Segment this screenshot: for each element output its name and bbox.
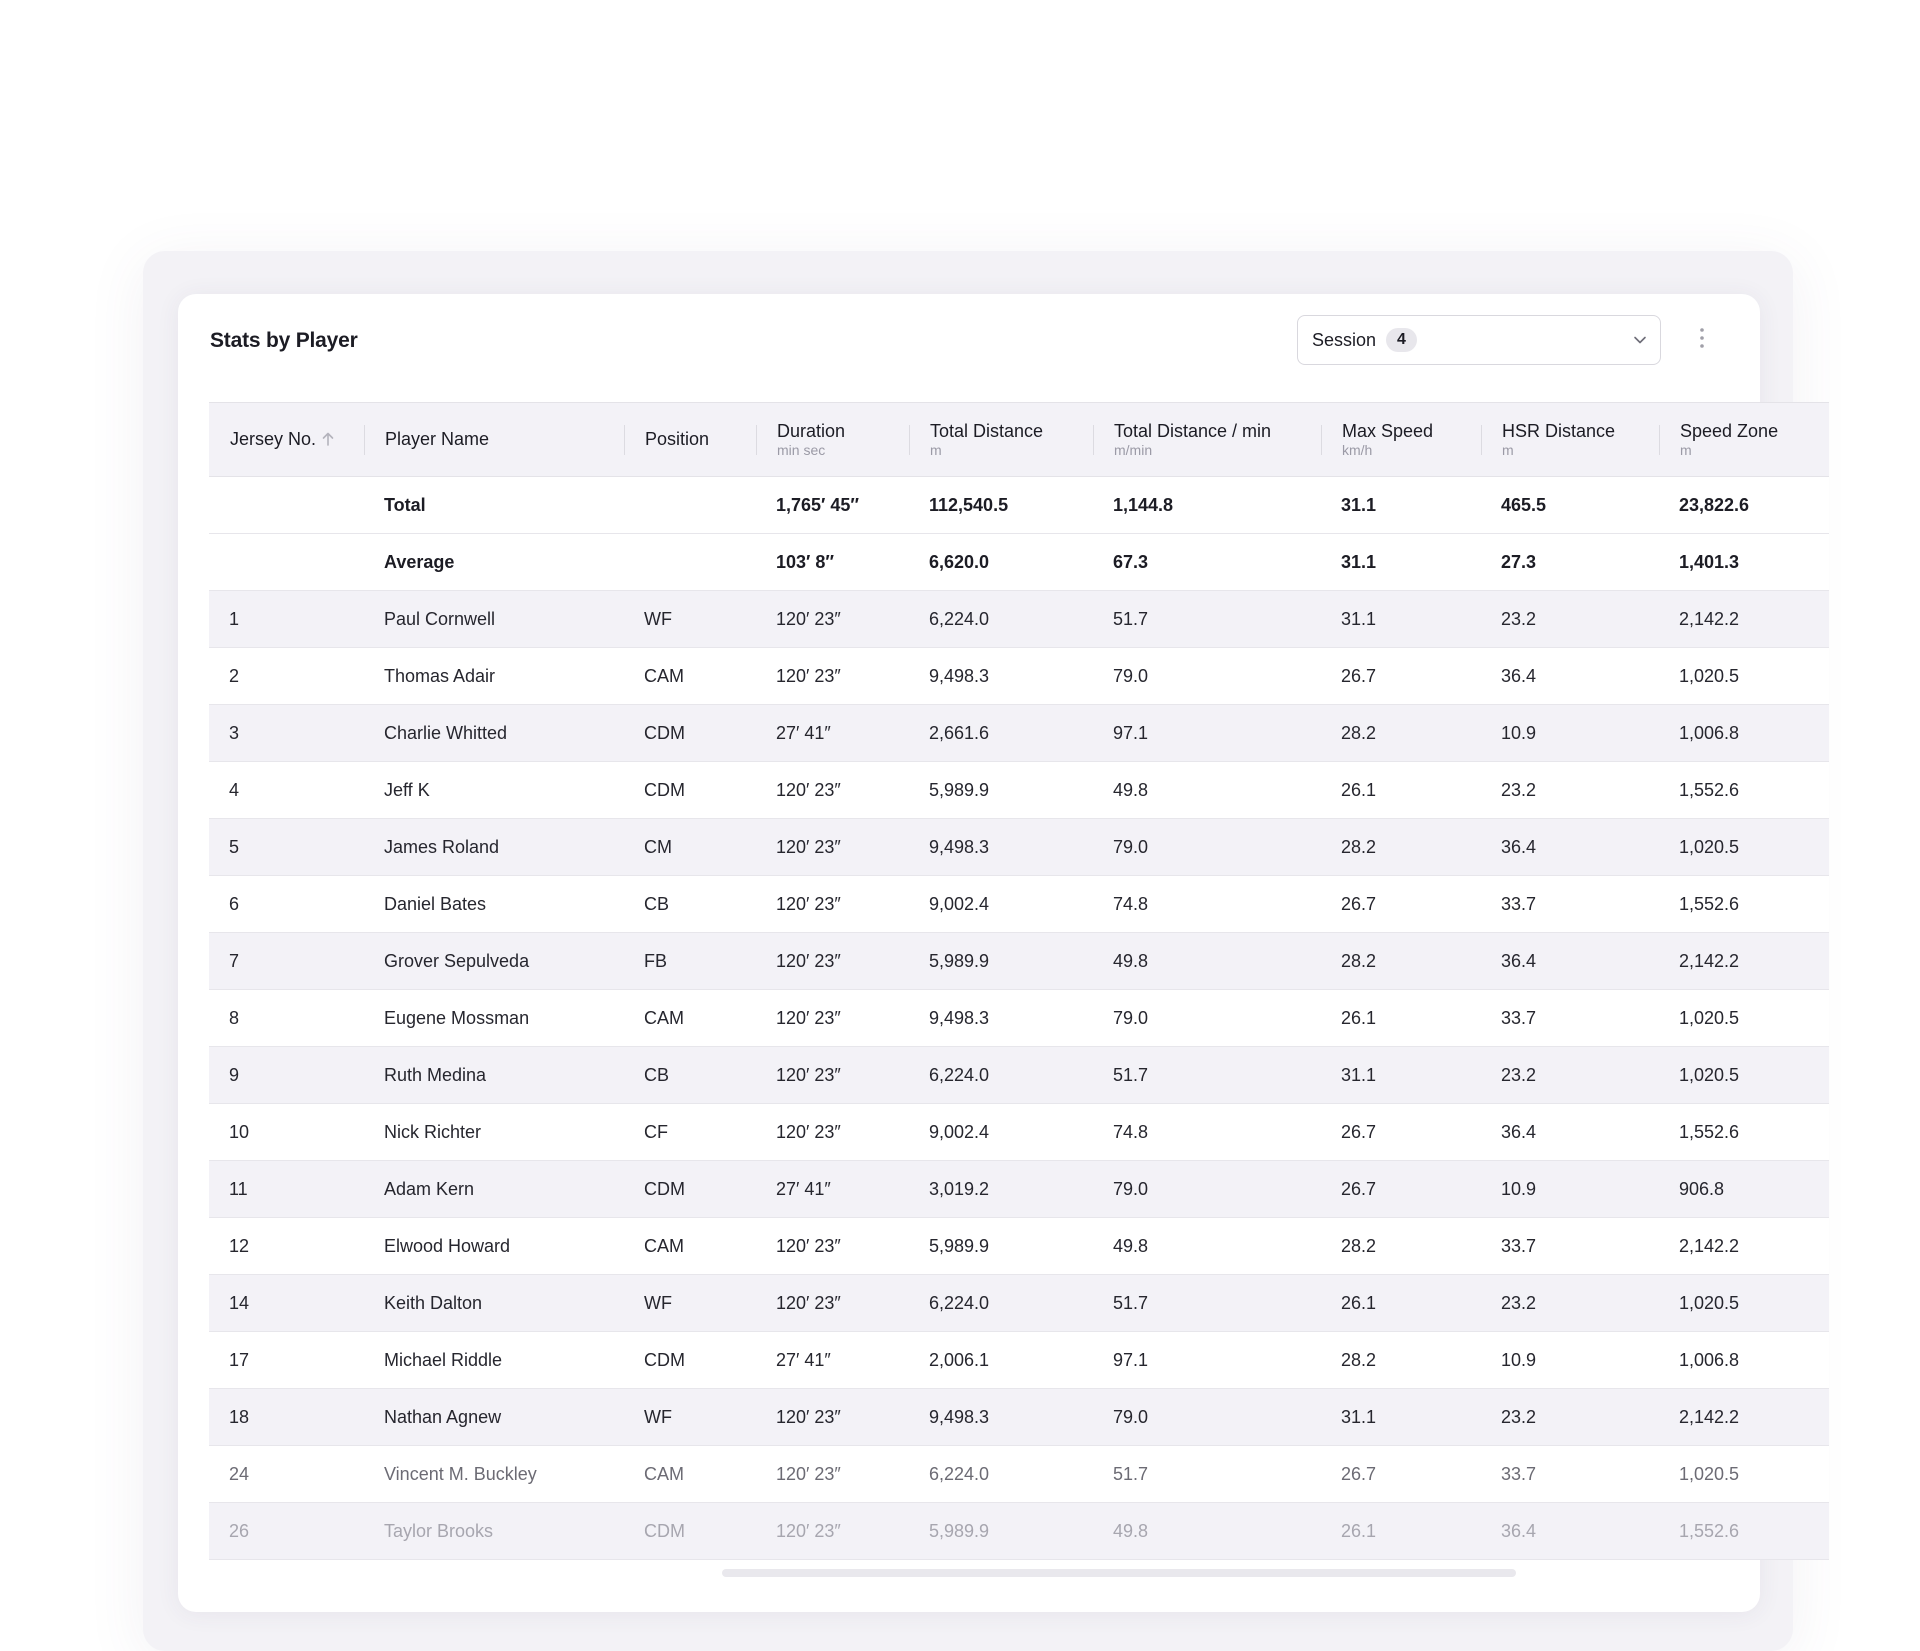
session-count-badge: 4 (1386, 328, 1417, 352)
cell-total-distance: 5,989.9 (909, 1218, 1093, 1275)
table-row[interactable] (209, 591, 1829, 648)
cell-player-name: Total (364, 477, 624, 534)
cell-total-distance-per-min: 79.0 (1093, 819, 1321, 876)
cell-hsr-distance: 23.2 (1481, 1275, 1659, 1332)
cell-position: CAM (624, 1218, 756, 1275)
cell-total-distance-per-min: 79.0 (1093, 1161, 1321, 1218)
cell-total-distance-per-min: 51.7 (1093, 1446, 1321, 1503)
table-row[interactable] (209, 1389, 1829, 1446)
cell-duration: 120′ 23″ (756, 1446, 909, 1503)
horizontal-scrollbar[interactable] (722, 1569, 1516, 1577)
card-title: Stats by Player (210, 329, 358, 352)
cell-player-name: James Roland (364, 819, 624, 876)
cell-speed-zone: 2,142.2 (1659, 1389, 1829, 1446)
cell-jersey-no: 17 (209, 1332, 364, 1389)
column-unit: m (1680, 441, 1692, 458)
column-header-text: Position (645, 429, 710, 449)
cell-position: FB (624, 933, 756, 990)
column-divider (1093, 425, 1094, 455)
cell-max-speed: 26.7 (1321, 876, 1481, 933)
table-row[interactable] (209, 1104, 1829, 1161)
cell-hsr-distance: 36.4 (1481, 819, 1659, 876)
cell-speed-zone: 1,020.5 (1659, 1047, 1829, 1104)
cell-total-distance-per-min: 79.0 (1093, 990, 1321, 1047)
column-header-hsr-distance[interactable] (1481, 403, 1659, 477)
session-select[interactable] (1297, 315, 1661, 365)
column-header-label (777, 421, 909, 442)
column-header-text: HSR Distance (1502, 420, 1616, 441)
cell-position: CDM (624, 1161, 756, 1218)
cell-max-speed: 26.1 (1321, 1503, 1481, 1560)
table-row[interactable] (209, 762, 1829, 819)
column-header-label (645, 429, 756, 450)
cell-duration: 120′ 23″ (756, 1503, 909, 1560)
column-unit: min sec (777, 441, 826, 458)
cell-total-distance: 9,498.3 (909, 990, 1093, 1047)
cell-total-distance: 9,498.3 (909, 648, 1093, 705)
cell-max-speed: 28.2 (1321, 1218, 1481, 1275)
cell-duration: 120′ 23″ (756, 1218, 909, 1275)
cell-speed-zone: 1,020.5 (1659, 1446, 1829, 1503)
table-row[interactable] (209, 1161, 1829, 1218)
cell-total-distance: 6,224.0 (909, 1446, 1093, 1503)
column-header-max-speed[interactable] (1321, 403, 1481, 477)
cell-duration: 120′ 23″ (756, 990, 909, 1047)
column-divider (909, 425, 910, 455)
table-row[interactable] (209, 1503, 1829, 1560)
cell-player-name: Jeff K (364, 762, 624, 819)
cell-duration: 120′ 23″ (756, 591, 909, 648)
cell-jersey-no: 6 (209, 876, 364, 933)
cell-position: CB (624, 876, 756, 933)
cell-max-speed: 26.1 (1321, 762, 1481, 819)
column-unit: m (1502, 441, 1514, 458)
cell-jersey-no: 4 (209, 762, 364, 819)
cell-hsr-distance: 36.4 (1481, 648, 1659, 705)
cell-hsr-distance: 33.7 (1481, 990, 1659, 1047)
column-header-text: Jersey No. (230, 428, 317, 449)
cell-player-name: Elwood Howard (364, 1218, 624, 1275)
cell-hsr-distance: 10.9 (1481, 1332, 1659, 1389)
cell-position (624, 534, 756, 591)
cell-hsr-distance: 36.4 (1481, 1104, 1659, 1161)
cell-total-distance-per-min: 51.7 (1093, 1047, 1321, 1104)
cell-speed-zone: 1,552.6 (1659, 1503, 1829, 1560)
column-header-duration[interactable] (756, 403, 909, 477)
column-divider (756, 425, 757, 455)
cell-hsr-distance: 23.2 (1481, 1047, 1659, 1104)
cell-total-distance: 9,498.3 (909, 819, 1093, 876)
cell-total-distance-per-min: 74.8 (1093, 876, 1321, 933)
cell-total-distance-per-min: 97.1 (1093, 705, 1321, 762)
cell-duration: 27′ 41″ (756, 705, 909, 762)
stats-table (209, 402, 1829, 1560)
cell-duration: 103′ 8″ (756, 534, 909, 591)
cell-duration: 1,765′ 45″ (756, 477, 909, 534)
cell-position: WF (624, 1275, 756, 1332)
arrow-up-icon[interactable] (322, 430, 334, 451)
more-options-button[interactable] (1690, 322, 1714, 358)
cell-total-distance-per-min: 97.1 (1093, 1332, 1321, 1389)
cell-total-distance: 6,620.0 (909, 534, 1093, 591)
cell-position: CDM (624, 1332, 756, 1389)
cell-player-name: Thomas Adair (364, 648, 624, 705)
cell-hsr-distance: 465.5 (1481, 477, 1659, 534)
table-row[interactable] (209, 1446, 1829, 1503)
column-header-total-distance-per-min[interactable] (1093, 403, 1321, 477)
cell-total-distance-per-min: 67.3 (1093, 534, 1321, 591)
cell-jersey-no: 24 (209, 1446, 364, 1503)
cell-duration: 120′ 23″ (756, 1104, 909, 1161)
cell-jersey-no: 14 (209, 1275, 364, 1332)
cell-total-distance-per-min: 51.7 (1093, 591, 1321, 648)
cell-speed-zone: 906.8 (1659, 1161, 1829, 1218)
table-row[interactable] (209, 705, 1829, 762)
cell-duration: 120′ 23″ (756, 1389, 909, 1446)
cell-max-speed: 31.1 (1321, 1047, 1481, 1104)
cell-speed-zone: 23,822.6 (1659, 477, 1829, 534)
cell-max-speed: 26.7 (1321, 648, 1481, 705)
cell-max-speed: 26.7 (1321, 1446, 1481, 1503)
cell-speed-zone: 1,552.6 (1659, 762, 1829, 819)
stats-card (178, 294, 1779, 1612)
cell-max-speed: 26.1 (1321, 1275, 1481, 1332)
cell-jersey-no: 10 (209, 1104, 364, 1161)
table-row[interactable] (209, 1332, 1829, 1389)
column-header-text: Player Name (385, 429, 490, 449)
cell-jersey-no: 18 (209, 1389, 364, 1446)
cell-hsr-distance: 27.3 (1481, 534, 1659, 591)
cell-player-name: Ruth Medina (364, 1047, 624, 1104)
cell-player-name: Michael Riddle (364, 1332, 624, 1389)
cell-jersey-no: 26 (209, 1503, 364, 1560)
column-header-label (930, 421, 1093, 442)
chevron-down-icon (1634, 334, 1646, 346)
cell-speed-zone: 2,142.2 (1659, 933, 1829, 990)
cell-speed-zone: 1,401.3 (1659, 534, 1829, 591)
cell-duration: 120′ 23″ (756, 876, 909, 933)
cell-duration: 120′ 23″ (756, 762, 909, 819)
column-header-total-distance[interactable] (909, 403, 1093, 477)
column-header-jersey-no[interactable] (209, 403, 364, 477)
column-header-text: Total Distance / min (1114, 420, 1272, 441)
cell-total-distance-per-min: 49.8 (1093, 762, 1321, 819)
cell-position: CAM (624, 648, 756, 705)
column-header-label (1680, 421, 1829, 442)
cell-max-speed: 31.1 (1321, 477, 1481, 534)
cell-player-name: Average (364, 534, 624, 591)
cell-position: CDM (624, 1503, 756, 1560)
cell-position: WF (624, 1389, 756, 1446)
cell-total-distance-per-min: 51.7 (1093, 1275, 1321, 1332)
column-header-label (385, 429, 624, 450)
cell-hsr-distance: 36.4 (1481, 933, 1659, 990)
average-row[interactable] (209, 534, 1829, 591)
cell-total-distance: 9,498.3 (909, 1389, 1093, 1446)
cell-player-name: Nick Richter (364, 1104, 624, 1161)
cell-jersey-no: 1 (209, 591, 364, 648)
more-vertical-icon (1699, 327, 1705, 354)
cell-max-speed: 28.2 (1321, 1332, 1481, 1389)
cell-max-speed: 26.7 (1321, 1104, 1481, 1161)
cell-jersey-no (209, 477, 364, 534)
cell-speed-zone: 1,006.8 (1659, 705, 1829, 762)
cell-duration: 120′ 23″ (756, 819, 909, 876)
table-row[interactable] (209, 1275, 1829, 1332)
table-header-row (209, 403, 1829, 477)
cell-total-distance-per-min: 74.8 (1093, 1104, 1321, 1161)
cell-player-name: Grover Sepulveda (364, 933, 624, 990)
cell-player-name: Eugene Mossman (364, 990, 624, 1047)
cell-total-distance: 6,224.0 (909, 1275, 1093, 1332)
cell-duration: 120′ 23″ (756, 648, 909, 705)
column-header-label (1342, 421, 1481, 442)
table-body (209, 477, 1829, 1560)
cell-player-name: Nathan Agnew (364, 1389, 624, 1446)
cell-speed-zone: 1,020.5 (1659, 990, 1829, 1047)
cell-hsr-distance: 23.2 (1481, 762, 1659, 819)
cell-total-distance: 5,989.9 (909, 1503, 1093, 1560)
cell-hsr-distance: 23.2 (1481, 591, 1659, 648)
cell-jersey-no: 12 (209, 1218, 364, 1275)
cell-player-name: Adam Kern (364, 1161, 624, 1218)
cell-duration: 120′ 23″ (756, 933, 909, 990)
cell-duration: 120′ 23″ (756, 1275, 909, 1332)
cell-position: WF (624, 591, 756, 648)
cell-position: CF (624, 1104, 756, 1161)
column-divider (364, 425, 365, 455)
table-row[interactable] (209, 819, 1829, 876)
cell-total-distance: 2,661.6 (909, 705, 1093, 762)
cell-total-distance: 2,006.1 (909, 1332, 1093, 1389)
cell-duration: 27′ 41″ (756, 1161, 909, 1218)
session-select-label: Session (1312, 329, 1377, 350)
cell-hsr-distance: 10.9 (1481, 705, 1659, 762)
total-row[interactable] (209, 477, 1829, 534)
cell-position: CAM (624, 990, 756, 1047)
cell-total-distance-per-min: 49.8 (1093, 1218, 1321, 1275)
cell-player-name: Keith Dalton (364, 1275, 624, 1332)
column-unit: m/min (1114, 441, 1153, 458)
cell-max-speed: 28.2 (1321, 933, 1481, 990)
column-header-speed-zone[interactable] (1659, 403, 1829, 477)
cell-total-distance-per-min: 49.8 (1093, 933, 1321, 990)
cell-max-speed: 31.1 (1321, 591, 1481, 648)
cell-player-name: Charlie Whitted (364, 705, 624, 762)
column-header-text: Total Distance (930, 420, 1044, 441)
column-header-label (1114, 421, 1321, 442)
cell-speed-zone: 2,142.2 (1659, 1218, 1829, 1275)
cell-jersey-no (209, 534, 364, 591)
cell-jersey-no: 11 (209, 1161, 364, 1218)
cell-max-speed: 28.2 (1321, 819, 1481, 876)
column-header-text: Duration (777, 420, 846, 441)
cell-total-distance-per-min: 49.8 (1093, 1503, 1321, 1560)
column-header-label (230, 429, 364, 451)
cell-speed-zone: 1,020.5 (1659, 819, 1829, 876)
cell-hsr-distance: 33.7 (1481, 1218, 1659, 1275)
table-row[interactable] (209, 648, 1829, 705)
cell-total-distance: 9,002.4 (909, 1104, 1093, 1161)
cell-speed-zone: 2,142.2 (1659, 591, 1829, 648)
stats-table-container[interactable] (209, 402, 1779, 1566)
cell-jersey-no: 2 (209, 648, 364, 705)
cell-speed-zone: 1,020.5 (1659, 1275, 1829, 1332)
cell-speed-zone: 1,552.6 (1659, 876, 1829, 933)
column-divider (1659, 425, 1660, 455)
cell-jersey-no: 7 (209, 933, 364, 990)
table-row[interactable] (209, 990, 1829, 1047)
cell-hsr-distance: 33.7 (1481, 876, 1659, 933)
column-unit: m (930, 441, 942, 458)
cell-total-distance: 5,989.9 (909, 933, 1093, 990)
cell-jersey-no: 3 (209, 705, 364, 762)
cell-max-speed: 28.2 (1321, 705, 1481, 762)
cell-position: CDM (624, 705, 756, 762)
cell-jersey-no: 9 (209, 1047, 364, 1104)
column-divider (624, 425, 625, 455)
cell-speed-zone: 1,020.5 (1659, 648, 1829, 705)
cell-duration: 120′ 23″ (756, 1047, 909, 1104)
cell-total-distance: 5,989.9 (909, 762, 1093, 819)
column-header-text: Speed Zone (1680, 420, 1779, 441)
cell-total-distance: 9,002.4 (909, 876, 1093, 933)
column-divider (1321, 425, 1322, 455)
cell-max-speed: 31.1 (1321, 534, 1481, 591)
cell-hsr-distance: 23.2 (1481, 1389, 1659, 1446)
cell-hsr-distance: 33.7 (1481, 1446, 1659, 1503)
cell-player-name: Vincent M. Buckley (364, 1446, 624, 1503)
cell-jersey-no: 5 (209, 819, 364, 876)
cell-position (624, 477, 756, 534)
column-header-player-name[interactable] (364, 403, 624, 477)
table-row[interactable] (209, 876, 1829, 933)
cell-position: CDM (624, 762, 756, 819)
cell-max-speed: 31.1 (1321, 1389, 1481, 1446)
cell-total-distance: 3,019.2 (909, 1161, 1093, 1218)
table-row[interactable] (209, 1218, 1829, 1275)
column-header-position[interactable] (624, 403, 756, 477)
cell-hsr-distance: 10.9 (1481, 1161, 1659, 1218)
table-row[interactable] (209, 1047, 1829, 1104)
cell-position: CAM (624, 1446, 756, 1503)
cell-total-distance-per-min: 79.0 (1093, 648, 1321, 705)
cell-max-speed: 26.7 (1321, 1161, 1481, 1218)
cell-total-distance: 112,540.5 (909, 477, 1093, 534)
cell-position: CM (624, 819, 756, 876)
cell-player-name: Paul Cornwell (364, 591, 624, 648)
cell-position: CB (624, 1047, 756, 1104)
column-unit: km/h (1342, 441, 1373, 458)
cell-jersey-no: 8 (209, 990, 364, 1047)
cell-player-name: Daniel Bates (364, 876, 624, 933)
cell-speed-zone: 1,552.6 (1659, 1104, 1829, 1161)
cell-total-distance-per-min: 79.0 (1093, 1389, 1321, 1446)
cell-player-name: Taylor Brooks (364, 1503, 624, 1560)
cell-hsr-distance: 36.4 (1481, 1503, 1659, 1560)
cell-total-distance: 6,224.0 (909, 591, 1093, 648)
column-divider (1481, 425, 1482, 455)
column-header-text: Max Speed (1342, 420, 1434, 441)
cell-speed-zone: 1,006.8 (1659, 1332, 1829, 1389)
column-header-label (1502, 421, 1659, 442)
cell-total-distance-per-min: 1,144.8 (1093, 477, 1321, 534)
cell-duration: 27′ 41″ (756, 1332, 909, 1389)
cell-max-speed: 26.1 (1321, 990, 1481, 1047)
cell-total-distance: 6,224.0 (909, 1047, 1093, 1104)
table-row[interactable] (209, 933, 1829, 990)
